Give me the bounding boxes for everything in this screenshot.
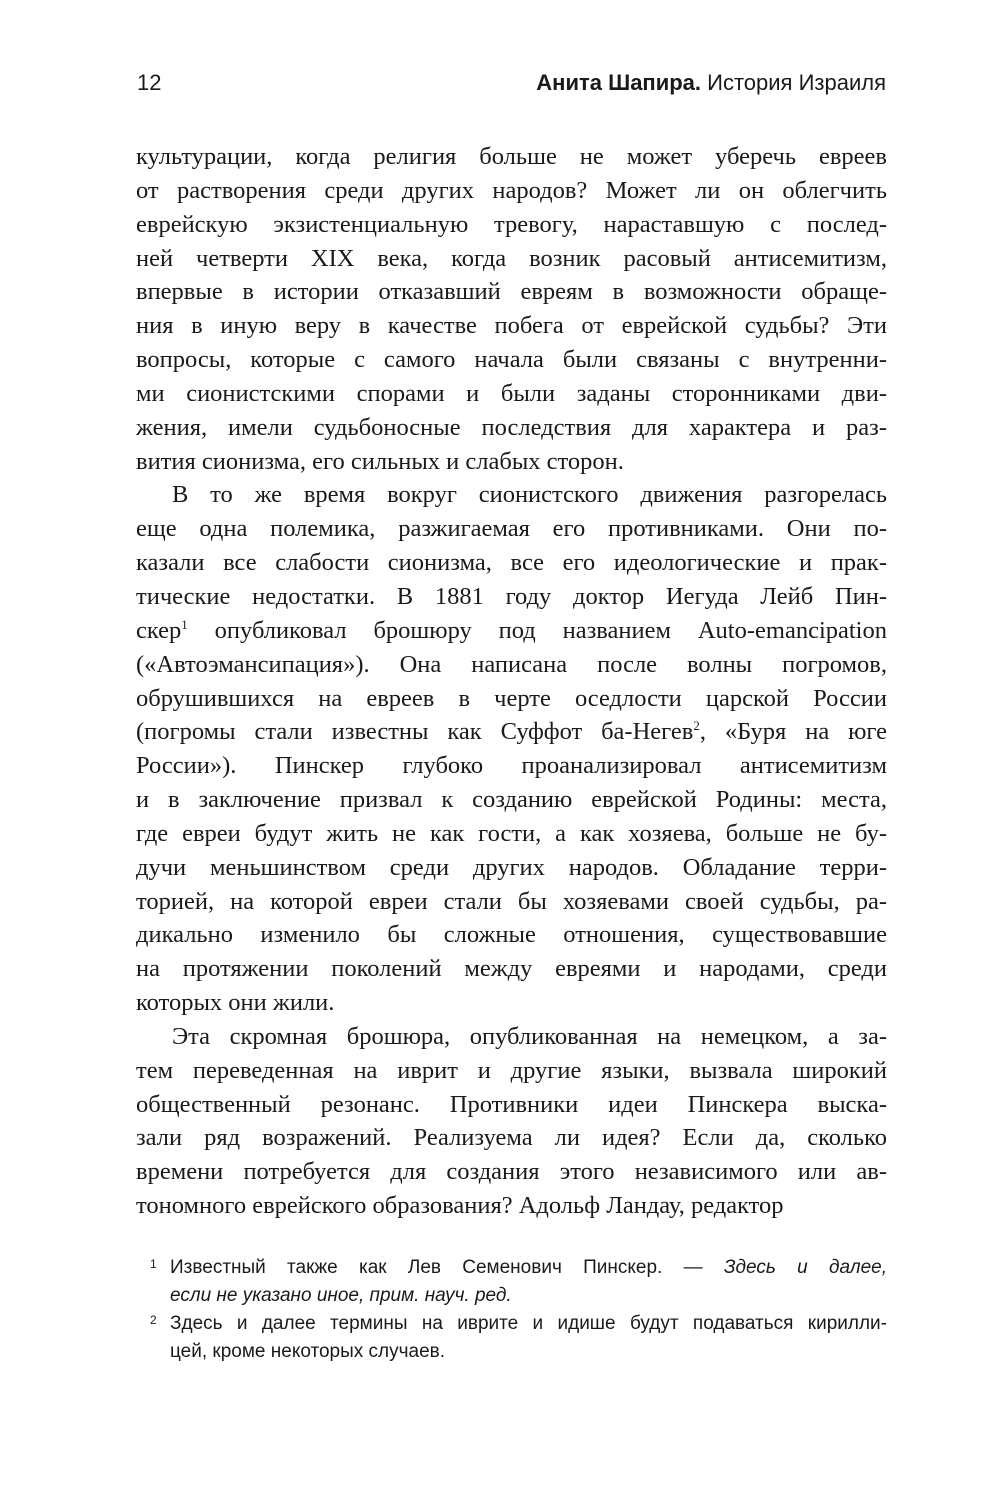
text-line bbox=[136, 275, 887, 309]
text-run: Здесь и далее термины на иврите и идише будут подаваться кирилли- bbox=[170, 1313, 887, 1334]
text-run: торией, на которой евреи стали бы хозяевами своей судьбы, ра- bbox=[136, 887, 887, 915]
text-run: вития сионизма, его сильных и слабых сторон. bbox=[136, 447, 624, 475]
footnotes bbox=[150, 1254, 887, 1366]
text-line bbox=[136, 1020, 887, 1054]
paragraph bbox=[136, 140, 887, 478]
text-run: («Автоэмансипация»). Она написана после волны погромов, bbox=[136, 650, 887, 678]
text-run: тические недостатки. В 1881 году доктор Иегуда Лейб Пин- bbox=[136, 582, 887, 610]
footnote-line bbox=[150, 1282, 887, 1310]
text-line bbox=[136, 885, 887, 919]
text-line bbox=[136, 851, 887, 885]
text-run: цей, кроме некоторых случаев. bbox=[170, 1341, 446, 1362]
text-run: России»). Пинскер глубоко проанализировал антисемитизм bbox=[136, 752, 887, 780]
text-run: от растворения среди других народов? Может ли он облегчить bbox=[136, 176, 887, 204]
text-run: казали все слабости сионизма, все его идеологические и прак- bbox=[136, 549, 887, 577]
text-run: жения, имели судьбоносные последствия для характера и раз- bbox=[136, 413, 887, 441]
text-run: культурации, когда религия больше не может уберечь евреев bbox=[136, 143, 887, 170]
text-line bbox=[136, 377, 887, 411]
text-line bbox=[136, 986, 887, 1020]
text-run: дикально изменило бы сложные отношения, существовавшие bbox=[136, 921, 887, 949]
text-line bbox=[136, 242, 887, 276]
footnote-reference: 2 bbox=[693, 718, 700, 734]
text-run: тономного еврейского образования? Адольф Ландау, редактор bbox=[136, 1192, 784, 1220]
text-line bbox=[136, 918, 887, 952]
running-header-title: История Израиля bbox=[707, 70, 886, 95]
text-line bbox=[136, 174, 887, 208]
text-line bbox=[136, 1155, 887, 1189]
text-run: , «Буря на юге bbox=[699, 718, 887, 746]
italic-text-run: если не указано иное, прим. науч. ред. bbox=[170, 1285, 512, 1306]
text-run: зали ряд возражений. Реализуема ли идея? Если да, сколько bbox=[136, 1124, 887, 1152]
text-run: скер bbox=[136, 616, 182, 644]
text-run: (погромы стали известны как Суффот ба-Негев bbox=[136, 718, 694, 746]
text-run: тем переведенная на иврит и другие языки, вызвала широкий bbox=[136, 1056, 887, 1084]
running-header bbox=[536, 68, 886, 98]
text-run: на протяжении поколений между евреями и народами, среди bbox=[136, 955, 887, 983]
body-text bbox=[136, 140, 887, 1223]
footnote-line bbox=[150, 1310, 887, 1338]
text-run: обрушившихся на евреев в черте оседлости царской России bbox=[136, 684, 887, 712]
text-line bbox=[136, 343, 887, 377]
text-line bbox=[136, 614, 887, 648]
text-line bbox=[136, 1121, 887, 1155]
text-line bbox=[136, 783, 887, 817]
text-run: дучи меньшинством среди других народов. Обладание терри- bbox=[136, 853, 887, 881]
text-line bbox=[136, 952, 887, 986]
running-header-author: Анита Шапира. bbox=[536, 70, 702, 95]
text-line bbox=[136, 512, 887, 546]
footnote-line bbox=[150, 1338, 887, 1366]
footnote bbox=[150, 1254, 887, 1310]
text-run: общественный резонанс. Противники идеи Пинскера выска- bbox=[136, 1090, 887, 1118]
text-run: и в заключение призвал к созданию еврейской Родины: места, bbox=[136, 786, 887, 814]
text-line bbox=[136, 1054, 887, 1088]
text-line bbox=[136, 1189, 887, 1223]
text-line bbox=[136, 208, 887, 242]
text-run: времени потребуется для создания этого независимого или ав- bbox=[136, 1158, 887, 1186]
footnote bbox=[150, 1310, 887, 1366]
text-run: ней четверти XIX века, когда возник расовый антисемитизм, bbox=[136, 244, 887, 272]
text-run: еще одна полемика, разжигаемая его противниками. Они по- bbox=[136, 515, 887, 543]
text-line bbox=[136, 715, 887, 749]
page-number: 12 bbox=[137, 70, 162, 95]
footnote-marker: 1 bbox=[150, 1257, 157, 1271]
text-line bbox=[136, 478, 887, 512]
text-run: впервые в истории отказавший евреям в возможности обраще- bbox=[136, 278, 887, 306]
footnote-reference: 1 bbox=[181, 616, 188, 632]
text-line bbox=[136, 546, 887, 580]
text-run: Известный также как Лев Семенович Пинскер. — bbox=[170, 1257, 724, 1278]
text-run: вопросы, которые с самого начала были связаны с внутренни- bbox=[136, 346, 887, 374]
text-line bbox=[136, 140, 887, 174]
paragraph bbox=[136, 1020, 887, 1223]
text-run: еврейскую экзистенциальную тревогу, нараставшую с послед- bbox=[136, 210, 887, 238]
footnote-line bbox=[150, 1254, 887, 1282]
text-run: ния в иную веру в качестве побега от еврейской судьбы? Эти bbox=[136, 312, 887, 340]
text-line bbox=[136, 580, 887, 614]
italic-text-run: Здесь и далее, bbox=[723, 1257, 887, 1278]
text-line bbox=[136, 648, 887, 682]
text-run: где евреи будут жить не как гости, а как хозяева, больше не бу- bbox=[136, 819, 887, 847]
text-line bbox=[136, 309, 887, 343]
footnote-marker: 2 bbox=[150, 1313, 157, 1327]
text-line bbox=[136, 411, 887, 445]
text-run: ми сионистскими спорами и были заданы сторонниками дви- bbox=[136, 379, 887, 407]
text-line bbox=[136, 1088, 887, 1122]
text-line bbox=[136, 749, 887, 783]
text-run: Эта скромная брошюра, опубликованная на немецком, а за- bbox=[172, 1022, 887, 1050]
text-run: которых они жили. bbox=[136, 989, 335, 1017]
text-run: В то же время вокруг сионистского движения разгорелась bbox=[172, 481, 887, 509]
text-run: опубликовал брошюру под названием Auto-emancipation bbox=[187, 616, 887, 644]
text-line bbox=[136, 682, 887, 716]
text-line bbox=[136, 817, 887, 851]
text-line bbox=[136, 445, 887, 479]
paragraph bbox=[136, 478, 887, 1020]
